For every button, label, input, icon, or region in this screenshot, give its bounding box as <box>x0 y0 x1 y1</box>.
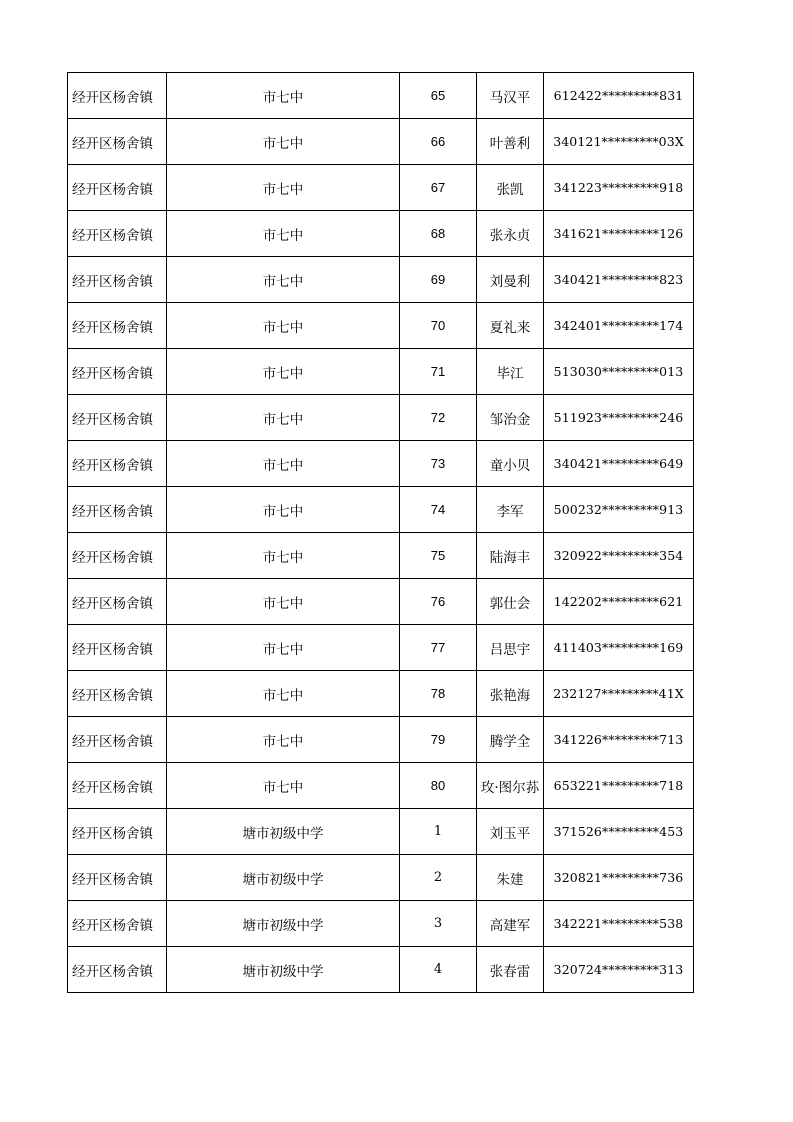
seq-number-cell: 77 <box>400 625 477 671</box>
school-cell: 市七中 <box>167 441 400 487</box>
school-cell: 市七中 <box>167 763 400 809</box>
school-cell: 市七中 <box>167 73 400 119</box>
person-name-cell: 叶善利 <box>477 119 544 165</box>
person-name-cell: 张春雷 <box>477 947 544 993</box>
table-row <box>68 855 694 901</box>
roster-table <box>67 72 694 993</box>
district-cell: 经开区杨舍镇 <box>68 579 167 625</box>
seq-number-cell: 80 <box>400 763 477 809</box>
person-name-cell: 刘曼利 <box>477 257 544 303</box>
seq-number-cell: 78 <box>400 671 477 717</box>
school-cell: 塘市初级中学 <box>167 855 400 901</box>
table-row <box>68 947 694 993</box>
person-name-cell: 高建军 <box>477 901 544 947</box>
district-cell: 经开区杨舍镇 <box>68 303 167 349</box>
person-name-cell: 陆海丰 <box>477 533 544 579</box>
district-cell: 经开区杨舍镇 <box>68 901 167 947</box>
district-cell: 经开区杨舍镇 <box>68 855 167 901</box>
district-cell: 经开区杨舍镇 <box>68 717 167 763</box>
seq-number-cell: 75 <box>400 533 477 579</box>
id-number-cell: 320724*********313 <box>544 947 694 993</box>
table-row <box>68 73 694 119</box>
id-number-cell: 342401*********174 <box>544 303 694 349</box>
school-cell: 市七中 <box>167 487 400 533</box>
person-name-cell: 吕思宇 <box>477 625 544 671</box>
person-name-cell: 张永贞 <box>477 211 544 257</box>
person-name-cell: 张凯 <box>477 165 544 211</box>
school-cell: 市七中 <box>167 211 400 257</box>
person-name-cell: 玫·图尔荪 <box>477 763 544 809</box>
table-row <box>68 625 694 671</box>
table-row <box>68 671 694 717</box>
district-cell: 经开区杨舍镇 <box>68 257 167 303</box>
district-cell: 经开区杨舍镇 <box>68 809 167 855</box>
seq-number-cell: 70 <box>400 303 477 349</box>
id-number-cell: 341621*********126 <box>544 211 694 257</box>
district-cell: 经开区杨舍镇 <box>68 349 167 395</box>
school-cell: 市七中 <box>167 303 400 349</box>
person-name-cell: 毕江 <box>477 349 544 395</box>
table-row <box>68 487 694 533</box>
seq-number-cell: 74 <box>400 487 477 533</box>
id-number-cell: 500232*********913 <box>544 487 694 533</box>
person-name-cell: 邹治金 <box>477 395 544 441</box>
school-cell: 塘市初级中学 <box>167 809 400 855</box>
id-number-cell: 340421*********823 <box>544 257 694 303</box>
school-cell: 市七中 <box>167 349 400 395</box>
seq-number-cell: 1 <box>400 809 477 855</box>
table-row <box>68 901 694 947</box>
district-cell: 经开区杨舍镇 <box>68 671 167 717</box>
school-cell: 市七中 <box>167 257 400 303</box>
seq-number-cell: 68 <box>400 211 477 257</box>
id-number-cell: 340121*********03X <box>544 119 694 165</box>
person-name-cell: 刘玉平 <box>477 809 544 855</box>
id-number-cell: 341226*********713 <box>544 717 694 763</box>
seq-number-cell: 76 <box>400 579 477 625</box>
district-cell: 经开区杨舍镇 <box>68 441 167 487</box>
table-row <box>68 165 694 211</box>
person-name-cell: 夏礼来 <box>477 303 544 349</box>
school-cell: 市七中 <box>167 717 400 763</box>
seq-number-cell: 3 <box>400 901 477 947</box>
seq-number-cell: 79 <box>400 717 477 763</box>
id-number-cell: 612422*********831 <box>544 73 694 119</box>
seq-number-cell: 65 <box>400 73 477 119</box>
district-cell: 经开区杨舍镇 <box>68 763 167 809</box>
district-cell: 经开区杨舍镇 <box>68 119 167 165</box>
school-cell: 市七中 <box>167 395 400 441</box>
person-name-cell: 童小贝 <box>477 441 544 487</box>
table-row <box>68 257 694 303</box>
id-number-cell: 320922*********354 <box>544 533 694 579</box>
table-row <box>68 303 694 349</box>
table-row <box>68 717 694 763</box>
id-number-cell: 653221*********718 <box>544 763 694 809</box>
person-name-cell: 朱建 <box>477 855 544 901</box>
table-row <box>68 119 694 165</box>
school-cell: 市七中 <box>167 533 400 579</box>
id-number-cell: 232127*********41X <box>544 671 694 717</box>
seq-number-cell: 2 <box>400 855 477 901</box>
roster-body <box>68 73 694 993</box>
table-row <box>68 763 694 809</box>
table-row <box>68 579 694 625</box>
district-cell: 经开区杨舍镇 <box>68 211 167 257</box>
table-row <box>68 349 694 395</box>
seq-number-cell: 66 <box>400 119 477 165</box>
district-cell: 经开区杨舍镇 <box>68 395 167 441</box>
seq-number-cell: 72 <box>400 395 477 441</box>
person-name-cell: 马汉平 <box>477 73 544 119</box>
table-row <box>68 533 694 579</box>
school-cell: 市七中 <box>167 671 400 717</box>
table-row <box>68 395 694 441</box>
seq-number-cell: 4 <box>400 947 477 993</box>
school-cell: 市七中 <box>167 579 400 625</box>
district-cell: 经开区杨舍镇 <box>68 165 167 211</box>
id-number-cell: 411403*********169 <box>544 625 694 671</box>
person-name-cell: 张艳海 <box>477 671 544 717</box>
seq-number-cell: 71 <box>400 349 477 395</box>
school-cell: 塘市初级中学 <box>167 947 400 993</box>
district-cell: 经开区杨舍镇 <box>68 625 167 671</box>
district-cell: 经开区杨舍镇 <box>68 533 167 579</box>
district-cell: 经开区杨舍镇 <box>68 947 167 993</box>
id-number-cell: 342221*********538 <box>544 901 694 947</box>
table-row <box>68 441 694 487</box>
seq-number-cell: 69 <box>400 257 477 303</box>
id-number-cell: 371526*********453 <box>544 809 694 855</box>
id-number-cell: 513030*********013 <box>544 349 694 395</box>
table-row <box>68 211 694 257</box>
seq-number-cell: 67 <box>400 165 477 211</box>
school-cell: 塘市初级中学 <box>167 901 400 947</box>
school-cell: 市七中 <box>167 119 400 165</box>
id-number-cell: 511923*********246 <box>544 395 694 441</box>
id-number-cell: 320821*********736 <box>544 855 694 901</box>
person-name-cell: 李军 <box>477 487 544 533</box>
school-cell: 市七中 <box>167 625 400 671</box>
seq-number-cell: 73 <box>400 441 477 487</box>
district-cell: 经开区杨舍镇 <box>68 487 167 533</box>
person-name-cell: 郭仕会 <box>477 579 544 625</box>
school-cell: 市七中 <box>167 165 400 211</box>
id-number-cell: 340421*********649 <box>544 441 694 487</box>
id-number-cell: 341223*********918 <box>544 165 694 211</box>
table-row <box>68 809 694 855</box>
id-number-cell: 142202*********621 <box>544 579 694 625</box>
person-name-cell: 腾学全 <box>477 717 544 763</box>
district-cell: 经开区杨舍镇 <box>68 73 167 119</box>
